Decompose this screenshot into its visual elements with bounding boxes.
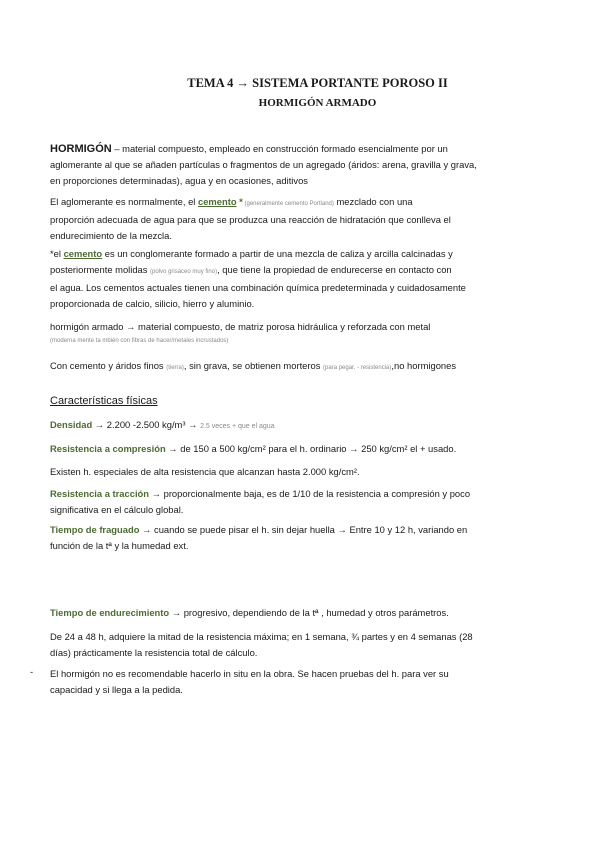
aglomerante-post: mezclado con una [333, 196, 413, 207]
morteros-note-1: (tierra) [166, 365, 184, 371]
fraguado-line-2: función de la tª y la humedad ext. [50, 540, 189, 551]
endurecimiento-line [50, 605, 555, 621]
compresion-text: → de 150 a 500 kg/cm² para el h. ordinario → 250 kg/cm² el + usado. [165, 443, 457, 454]
cemento-line-2b: , que tiene la propiedad de endurecerse en contacto con [217, 264, 452, 275]
aglomerante-paragraph [50, 194, 555, 244]
page-subtitle: HORMIGÓN ARMADO [258, 97, 377, 109]
section-title: Características físicas [50, 395, 158, 407]
cemento-post: es un conglomerante formado a partir de una mezcla de caliza y arcilla calcinadas y [102, 248, 453, 259]
bullet-line-2: capacidad y si llega a la pedida. [50, 684, 183, 695]
cemento-line-4: proporcionada de calcio, silicio, hierro y aluminio. [50, 298, 255, 309]
armado-paragraph [50, 320, 555, 348]
intro-line-3: en proporciones determinadas), agua y en ocasiones, aditivos [50, 175, 308, 186]
fraguado-paragraph [50, 522, 555, 554]
armado-line-1: hormigón armado → material compuesto, de matriz porosa hidráulica y reforzada con metal [50, 321, 431, 332]
cemento-line-3: el agua. Los cementos actuales tienen una combinación química predeterminada y cuidadosamente [50, 282, 466, 293]
densidad-line [50, 417, 555, 435]
aglomerante-note: (generalmente cemento Portland) [242, 201, 334, 207]
aglomerante-line-2: proporción adecuada de agua para que se produzca una reacción de hidratación que conlleva el [50, 214, 451, 225]
compresion-line [50, 441, 555, 457]
armado-note: (moderna mente ta mbién con fibras de hacer/metales incrustados) [50, 338, 229, 344]
bullet-line-1: El hormigón no es recomendable hacerlo in situ en la obra. Se hacen pruebas del h. para ver su [50, 668, 449, 679]
fraguado-label: Tiempo de fraguado [50, 524, 140, 535]
morteros-a: Con cemento y áridos finos [50, 360, 167, 371]
traccion-line-2: significativa en el cálculo global. [50, 504, 184, 515]
morteros-c: ,no hormigones [391, 360, 457, 371]
intro-line-2: aglomerante al que se añaden partículas o fragmentos de un agregado (áridos: arena, gravilla y grava, [50, 159, 477, 170]
morteros-paragraph [50, 358, 555, 376]
traccion-text: → proporcionalmente baja, es de 1/10 de la resistencia a compresión y poco [149, 488, 471, 499]
footnote-mark: * [236, 196, 243, 207]
cemento-paragraph [50, 246, 555, 312]
especiales-line: Existen h. especiales de alta resistencia que alcanzan hasta 2.000 kg/cm². [50, 466, 360, 477]
plazos-paragraph [50, 629, 555, 661]
traccion-paragraph [50, 486, 555, 518]
term-cemento: cemento [198, 196, 237, 207]
term-cemento-def: cemento [63, 248, 103, 259]
page-title: TEMA 4 → SISTEMA PORTANTE POROSO II [187, 76, 448, 90]
compresion-label: Resistencia a compresión [50, 443, 166, 454]
morteros-b: , sin grava, se obtienen morteros [183, 360, 324, 371]
morteros-note-2: (para pegar. - resistencia) [323, 365, 392, 371]
densidad-label: Densidad [50, 419, 93, 430]
intro-paragraph [50, 141, 555, 189]
aglomerante-pre: El aglomerante es normalmente, el [50, 196, 198, 207]
cemento-line-2a: posteriormente molidas [50, 264, 151, 275]
cemento-note: (polvo grisáceo muy fino) [150, 269, 218, 275]
traccion-label: Resistencia a tracción [50, 488, 150, 499]
bullet-dash: - [30, 666, 34, 677]
cemento-pre: *el [50, 248, 64, 259]
fraguado-text: → cuando se puede pisar el h. sin dejar huella → Entre 10 y 12 h, variando en [139, 524, 468, 535]
endurecimiento-label: Tiempo de endurecimiento [50, 607, 170, 618]
term-hormigon: HORMIGÓN [50, 143, 112, 155]
intro-line-1: – material compuesto, empleado en construcción formado esencialmente por un [111, 143, 448, 154]
plazos-line-2: días) prácticamente la resistencia total de cálculo. [50, 647, 258, 658]
endurecimiento-text: → progresivo, dependiendo de la tª , humedad y otros parámetros. [169, 607, 449, 618]
densidad-note: 2.5 veces + que el agua [200, 423, 275, 430]
densidad-text: → 2.200 -2.500 kg/m³ → [92, 419, 201, 430]
aglomerante-line-3: endurecimiento de la mezcla. [50, 230, 172, 241]
plazos-line-1: De 24 a 48 h, adquiere la mitad de la resistencia máxima; en 1 semana, ¾ partes y en 4 semanas (28 [50, 631, 473, 642]
bullet-paragraph [50, 666, 555, 698]
